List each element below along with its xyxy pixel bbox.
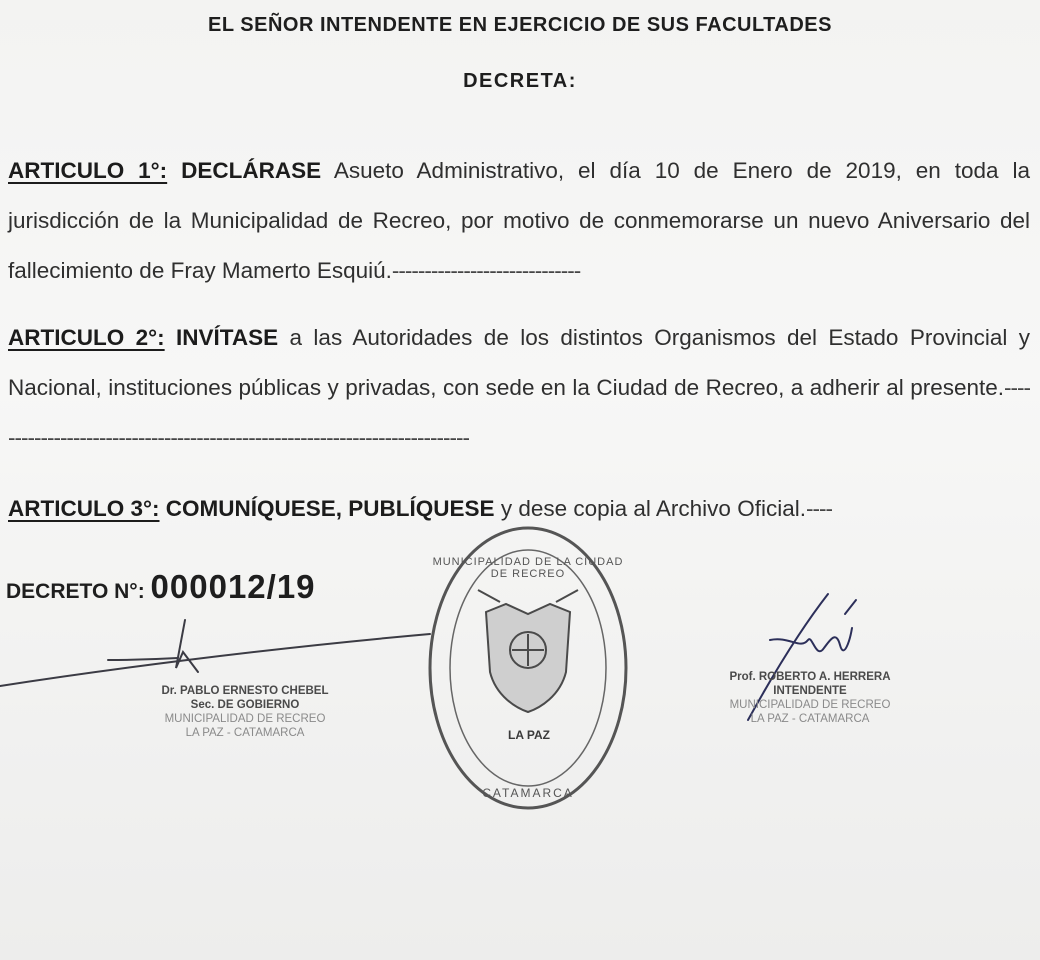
- article-1-keyword: DECLÁRASE: [181, 158, 322, 183]
- signatory-right-org: MUNICIPALIDAD DE RECREO: [729, 699, 891, 711]
- article-1-label: ARTICULO 1°:: [8, 158, 168, 183]
- seal-outer-text: MUNICIPALIDAD DE LA CIUDAD DE RECREO: [432, 556, 624, 580]
- article-2-label: ARTICULO 2°:: [8, 325, 165, 350]
- signatory-right-title: INTENDENTE: [773, 685, 847, 697]
- coat-of-arms-icon: [478, 590, 578, 712]
- left-signature: [0, 620, 430, 686]
- seal-bottom-text: CATAMARCA: [482, 786, 574, 800]
- decree-number-value: 000012/19: [150, 568, 316, 605]
- header-authority: EL SEÑOR INTENDENTE EN EJERCICIO DE SUS FACULTADES: [208, 14, 832, 36]
- signatory-left-title: Sec. DE GOBIERNO: [190, 699, 300, 711]
- signatory-right-location: LA PAZ - CATAMARCA: [750, 713, 870, 725]
- article-2-text: a las Autoridades de los distintos Organismos del Estado Provincial y Nacional, instituciones públicas y privadas, con sede en la Ciudad de Recreo, a adherir al presente.: [8, 325, 1030, 400]
- signatory-left-org: MUNICIPALIDAD DE RECREO: [164, 713, 326, 725]
- article-1-text: Asueto Administrativo, el día 10 de Enero de 2019, en toda la jurisdicción de la Municipalidad de Recreo, por motivo de conmemorarse un nuevo Aniversario del fallecimiento de Fray Mamerto Esquiú.: [8, 158, 1030, 283]
- signatory-left: [80, 684, 410, 740]
- header-decreta: DECRETA:: [463, 70, 577, 92]
- article-2-dashes: ---------------------------------------------------------------------------: [8, 375, 1030, 450]
- article-3-keyword: COMUNÍQUESE, PUBLÍQUESE: [165, 496, 495, 521]
- signatory-left-name: Dr. PABLO ERNESTO CHEBEL: [161, 685, 329, 697]
- article-3-text: y dese copia al Archivo Oficial.: [494, 496, 806, 521]
- signatory-right-name: Prof. ROBERTO A. HERRERA: [729, 671, 891, 683]
- seal-inner-text: LA PAZ: [508, 728, 550, 742]
- article-2-keyword: INVÍTASE: [176, 325, 279, 350]
- article-1-dashes: -----------------------------: [391, 258, 581, 283]
- article-3-label: ARTICULO 3°:: [8, 496, 160, 521]
- signatory-right: [660, 670, 960, 726]
- article-3-dashes: ----: [805, 496, 832, 521]
- decree-number-label: DECRETO N°:: [6, 580, 151, 603]
- signatory-left-location: LA PAZ - CATAMARCA: [185, 727, 305, 739]
